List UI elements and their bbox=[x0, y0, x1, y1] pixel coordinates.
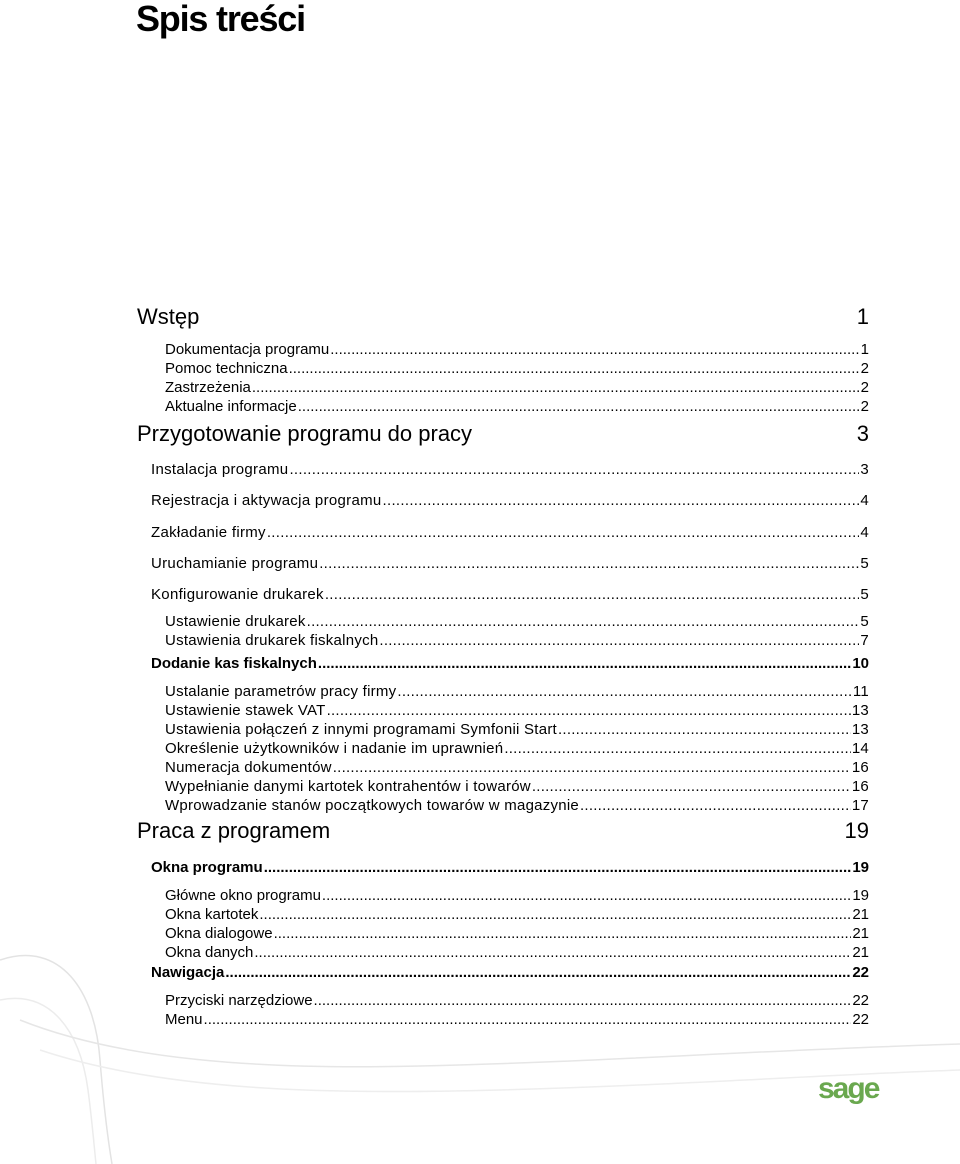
toc-entry[interactable] bbox=[165, 632, 869, 650]
toc-entry[interactable] bbox=[165, 740, 869, 758]
toc-entry[interactable] bbox=[165, 944, 869, 962]
toc-page-number: 4 bbox=[860, 524, 869, 541]
toc-page-number: 11 bbox=[852, 683, 869, 700]
toc-entry[interactable] bbox=[165, 360, 869, 378]
toc-entry-label: Wypełnianie danymi kartotek kontrahentów i towarów bbox=[165, 778, 531, 795]
toc-entry[interactable] bbox=[165, 702, 869, 720]
toc-page-number: 2 bbox=[860, 379, 869, 396]
toc-entry[interactable] bbox=[151, 461, 869, 479]
toc-entry[interactable] bbox=[165, 797, 869, 815]
toc-page-number: 19 bbox=[852, 887, 869, 904]
toc-leader-dots bbox=[558, 721, 851, 739]
toc-entry[interactable] bbox=[151, 524, 869, 542]
toc-leader-dots bbox=[274, 925, 852, 943]
toc-page-number: 21 bbox=[852, 925, 869, 942]
toc-page-number: 19 bbox=[852, 859, 869, 876]
toc-entry-label: Ustawienie stawek VAT bbox=[165, 702, 326, 719]
toc-leader-dots bbox=[322, 887, 851, 905]
toc-page-number: 1 bbox=[860, 341, 869, 358]
toc-entry[interactable] bbox=[165, 925, 869, 943]
toc-leader-dots bbox=[397, 683, 852, 701]
toc-entry-label: Konfigurowanie drukarek bbox=[151, 586, 324, 603]
toc-page-number: 22 bbox=[852, 1011, 869, 1028]
toc-entry[interactable] bbox=[165, 398, 869, 416]
toc-entry-label: Dokumentacja programu bbox=[165, 341, 330, 358]
toc-entry[interactable] bbox=[165, 887, 869, 905]
toc-entry-label: Przygotowanie programu do pracy bbox=[137, 421, 473, 446]
toc-leader-dots bbox=[289, 461, 859, 479]
toc-page-number: 13 bbox=[851, 721, 869, 738]
toc-leader-dots bbox=[254, 944, 851, 962]
toc-page-number: 2 bbox=[860, 398, 869, 415]
toc-entry-label: Numeracja dokumentów bbox=[165, 759, 332, 776]
toc-leader-dots bbox=[225, 964, 851, 982]
toc-leader-dots bbox=[252, 379, 860, 397]
toc-entry[interactable] bbox=[151, 586, 869, 604]
toc-entry-label: Ustawienia połączeń z innymi programami Symfonii Start bbox=[165, 721, 557, 738]
toc-entry[interactable] bbox=[151, 859, 869, 877]
toc-entry-label: Ustalanie parametrów pracy firmy bbox=[165, 683, 397, 700]
toc-entry[interactable] bbox=[165, 341, 869, 359]
toc-entry-label: Uruchamianie programu bbox=[151, 555, 319, 572]
toc-entry-label: Zastrzeżenia bbox=[165, 379, 251, 396]
toc-entry-label: Okna dialogowe bbox=[165, 925, 273, 942]
toc-page-number: 4 bbox=[860, 492, 869, 509]
toc-page-number: 14 bbox=[851, 740, 869, 757]
toc-page-number: 5 bbox=[860, 613, 869, 630]
toc-entry[interactable] bbox=[165, 778, 869, 796]
toc-entry-label: Okna kartotek bbox=[165, 906, 259, 923]
toc-entry[interactable] bbox=[165, 379, 869, 397]
toc-entry-label: Nawigacja bbox=[151, 964, 225, 981]
toc-entry[interactable] bbox=[165, 613, 869, 631]
toc-entry-label: Wprowadzanie stanów początkowych towarów w magazynie bbox=[165, 797, 580, 814]
toc-entry-label: Okna danych bbox=[165, 944, 254, 961]
toc-leader-dots bbox=[383, 492, 860, 510]
toc-leader-dots bbox=[318, 655, 851, 673]
toc-entry-label: Ustawienia drukarek fiskalnych bbox=[165, 632, 379, 649]
toc-entry[interactable] bbox=[165, 906, 869, 924]
toc-entry-label: Menu bbox=[165, 1011, 203, 1028]
toc-leader-dots bbox=[327, 702, 851, 720]
toc-leader-dots bbox=[267, 524, 860, 542]
toc-entry-label: Ustawienie drukarek bbox=[165, 613, 306, 630]
toc-page-number: 1 bbox=[856, 304, 869, 329]
toc-entry-label: Okna programu bbox=[151, 859, 263, 876]
toc-page-number: 17 bbox=[851, 797, 869, 814]
toc-page-number: 3 bbox=[856, 421, 869, 446]
toc-entry[interactable] bbox=[165, 992, 869, 1010]
toc-page-number: 19 bbox=[844, 818, 869, 843]
toc-entry[interactable] bbox=[165, 721, 869, 739]
toc-entry[interactable] bbox=[165, 759, 869, 777]
toc-entry-label: Rejestracja i aktywacja programu bbox=[151, 492, 382, 509]
toc-chapter[interactable] bbox=[137, 818, 869, 844]
toc-entry[interactable] bbox=[165, 1011, 869, 1029]
toc-entry[interactable] bbox=[151, 555, 869, 573]
toc-leader-dots bbox=[330, 341, 859, 359]
toc-page-number: 10 bbox=[852, 655, 869, 672]
page-title: Spis treści bbox=[136, 0, 305, 39]
toc-leader-dots bbox=[333, 759, 851, 777]
toc-leader-dots bbox=[379, 632, 859, 650]
toc-leader-dots bbox=[259, 906, 851, 924]
toc-entry-label: Instalacja programu bbox=[151, 461, 289, 478]
toc-entry[interactable] bbox=[165, 683, 869, 701]
toc-leader-dots bbox=[298, 398, 860, 416]
toc-page-number: 13 bbox=[851, 702, 869, 719]
toc-entry-label: Wstęp bbox=[137, 304, 200, 329]
toc-page-number: 3 bbox=[860, 461, 869, 478]
toc-leader-dots bbox=[204, 1011, 852, 1029]
toc-leader-dots bbox=[532, 778, 851, 796]
toc-page-number: 16 bbox=[851, 778, 869, 795]
toc-page-number: 5 bbox=[860, 555, 869, 572]
toc-page-number: 16 bbox=[851, 759, 869, 776]
toc-entry-label: Dodanie kas fiskalnych bbox=[151, 655, 317, 672]
toc-leader-dots bbox=[307, 613, 860, 631]
toc-entry-label: Zakładanie firmy bbox=[151, 524, 266, 541]
toc-leader-dots bbox=[289, 360, 860, 378]
toc-chapter[interactable] bbox=[137, 421, 869, 447]
toc-entry-label: Główne okno programu bbox=[165, 887, 321, 904]
toc-page-number: 22 bbox=[852, 992, 869, 1009]
toc-entry-label: Określenie użytkowników i nadanie im uprawnień bbox=[165, 740, 504, 757]
toc-entry[interactable] bbox=[151, 492, 869, 510]
toc-leader-dots bbox=[264, 859, 852, 877]
toc-page-number: 5 bbox=[860, 586, 869, 603]
toc-entry-label: Aktualne informacje bbox=[165, 398, 297, 415]
toc-leader-dots bbox=[325, 586, 860, 604]
toc-entry-label: Praca z programem bbox=[137, 818, 331, 843]
toc-leader-dots bbox=[504, 740, 850, 758]
toc-entry-label: Pomoc techniczna bbox=[165, 360, 288, 377]
toc-page-number: 21 bbox=[852, 944, 869, 961]
toc-entry[interactable] bbox=[151, 655, 869, 673]
toc-entry-label: Przyciski narzędziowe bbox=[165, 992, 313, 1009]
toc-leader-dots bbox=[319, 555, 859, 573]
sage-logo: sage bbox=[818, 1072, 879, 1105]
toc-page-number: 2 bbox=[860, 360, 869, 377]
toc-page-number: 22 bbox=[852, 964, 869, 981]
toc-page-number: 21 bbox=[852, 906, 869, 923]
toc-leader-dots bbox=[580, 797, 851, 815]
toc-entry[interactable] bbox=[151, 964, 869, 982]
toc-chapter[interactable] bbox=[137, 304, 869, 330]
toc-page-number: 7 bbox=[860, 632, 869, 649]
toc-leader-dots bbox=[314, 992, 852, 1010]
